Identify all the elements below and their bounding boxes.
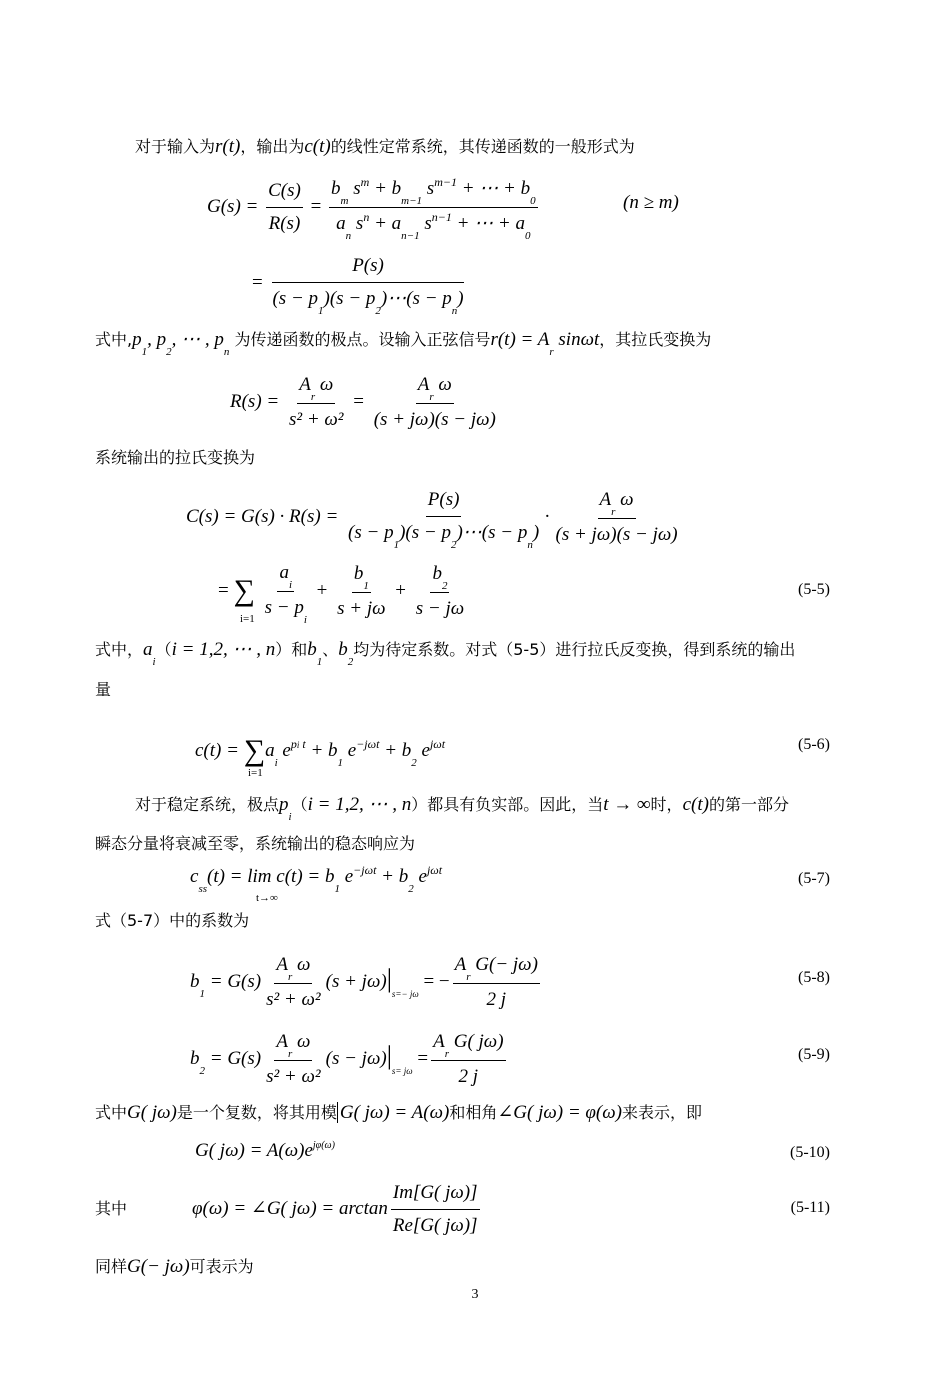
eq1-frac1-num: C(s) <box>266 178 303 208</box>
eq4-num1: P(s) <box>426 487 462 517</box>
coef-text-6: 量 <box>95 680 112 699</box>
eq-number-5-11: (5-11) <box>790 1199 830 1216</box>
eq5-den2: s + jω <box>337 598 386 619</box>
intro-text-1: 对于输入为 <box>135 137 216 156</box>
eq1-frac2-den: $a_n$ $s^n + a_{n-1}$ $s^{n-1}$ + ⋯ + $a_0$ <box>336 210 531 242</box>
eq2-fraction <box>270 253 465 317</box>
eq-number-5-8: (5-8) <box>798 969 830 986</box>
sum-index-2: i=1 <box>248 767 263 779</box>
eq3-num1: $A_r$ ω <box>299 374 334 403</box>
coef-text-4: 、 <box>322 640 339 659</box>
coef-text-5: 均为待定系数。对式（5-5）进行拉氏反变换，得到系统的输出 <box>353 640 796 659</box>
poles-text-3: ，其拉氏变换为 <box>599 330 712 349</box>
eq5-num3: $b_2$ <box>432 563 448 592</box>
eq-number-5-7: (5-7) <box>798 870 830 887</box>
paragraph-conjugate: 同样G(− jω)可表示为 <box>95 1256 254 1277</box>
sum-symbol: ∑ <box>233 573 255 607</box>
intro-text-3: 的线性定常系统，其传递函数的一般形式为 <box>330 137 635 156</box>
coef-text-1: 式中， <box>95 640 144 659</box>
stable-text-1: 对于稳定系统，极点 <box>135 795 280 814</box>
paragraph-stable <box>135 794 789 823</box>
equation-b2: $b_2 = G(s)$ $\frac{A_r \omega}{\text{s² + ω²}}$ $(s - j\omega)|_{s= j\omega}$ = $\frac{A_r G( j\omega)}{2 j}$ <box>190 1031 504 1087</box>
math-r-t: r(t) <box>215 136 241 157</box>
math-b2: $b_2$ <box>338 639 354 668</box>
math-angle: ∠G( jω) = φ(ω) <box>497 1102 623 1123</box>
math-pi: $p_i$ <box>279 794 292 823</box>
eq1-fraction-cr <box>266 178 303 237</box>
math-limit: t → ∞ <box>603 794 651 815</box>
eq3-frac2 <box>372 372 498 433</box>
eq4-frac2 <box>554 487 680 548</box>
label-qizhong: 其中 <box>95 1199 128 1218</box>
equation-transfer-function <box>207 175 541 242</box>
paragraph-output-laplace: 系统输出的拉氏变换为 <box>95 448 256 467</box>
limit-subscript: t→∞ <box>256 892 278 904</box>
eq5-frac3 <box>414 561 466 622</box>
paragraph-coef-heading: 式（5-7）中的系数为 <box>95 911 250 930</box>
eq5-plus2: + <box>395 579 406 601</box>
paragraph-complex: 式中G( jω)是一个复数，将其用模 G( jω) = A(ω)和相角∠G( jω) = φ(ω)来表示，即 <box>95 1102 703 1123</box>
eq4-dot: · <box>544 505 551 527</box>
math-g-minus-jw: G(− jω) <box>127 1256 190 1277</box>
equation-time-output <box>195 730 446 769</box>
eq4-num2: $A_r$ ω <box>599 489 634 518</box>
eq1-frac2-num: $b_m$ $s^m + b_{m-1}$ $s^{m-1}$ + ⋯ + $b_0$ <box>331 175 536 207</box>
eq1-frac1-den: R(s) <box>268 213 301 234</box>
sum-index: i=1 <box>240 613 255 625</box>
eq5-frac1 <box>263 560 309 626</box>
eq1-lhs: G(s) = <box>207 195 259 217</box>
paragraph-coefficients <box>95 639 796 668</box>
math-g-jw: G( jω) <box>127 1102 177 1123</box>
poles-text-2: 为传递函数的极点。设输入正弦信号 <box>234 330 491 349</box>
eq4-frac1 <box>346 487 541 551</box>
math-range-2: i = 1,2, ⋯ , n <box>307 794 412 815</box>
page-number: 3 <box>471 1287 479 1302</box>
eq2-den: $(s - p_1)(s$ − $p_2)\cdots(s - p_n)$ <box>272 288 464 317</box>
eq4-den2: (s + jω)(s − jω) <box>555 524 678 545</box>
eq5-den3: s − jω <box>415 598 465 619</box>
eq5-frac2 <box>335 561 387 622</box>
stable-text-4: 时， <box>650 795 683 814</box>
eq3-den2: (s + jω)(s − jω) <box>373 409 496 430</box>
equation-phase: φ(ω) = ∠G( jω) = arctan $\frac{Im[G( j\omega)]}{Re[G( j\omega)]}$ <box>192 1182 478 1236</box>
eq6-terms: $a_i$ $e^{pi t} + b_1$ $e^{-j\omega t} + b_2$ $e^{j\omega t}$ <box>265 737 446 769</box>
equation-pole-form <box>252 253 469 317</box>
eq-number-5-6: (5-6) <box>798 736 830 753</box>
coef-text-2: （ <box>155 640 172 659</box>
eq4-den1: $(s - p_1)(s$ − $p_2)\cdots(s - p_n)$ <box>348 522 540 551</box>
eq1-condition: (n ≥ m) <box>623 192 679 213</box>
intro-text-2: ，输出为 <box>240 137 305 156</box>
stable-text-3: ）都具有负实部。因此，当 <box>411 795 604 814</box>
stable-text-6: 瞬态分量将衰减至零，系统输出的稳态响应为 <box>95 834 416 853</box>
eq2-num: P(s) <box>272 253 464 283</box>
sum-symbol-2: ∑ <box>243 734 266 767</box>
eq1-fraction-poly <box>329 175 538 242</box>
equation-b1: $b_1 = G(s)$ $\frac{A_r \omega}{\text{s² + ω²}}$ $(s + j\omega)|_{s=- j\omega}$ = − $\frac{A_r G(- j\omega)}{2 j}$ <box>190 954 538 1010</box>
eq6-lhs: c(t) = <box>195 740 239 761</box>
math-range: i = 1,2, ⋯ , n <box>171 639 276 660</box>
eq3-frac1 <box>287 372 346 433</box>
equation-laplace-input <box>230 372 501 433</box>
math-c-t-2: c(t) <box>682 794 709 815</box>
math-poles: $p_1$, $p_2$, ⋯ , $p_n$ <box>132 329 230 358</box>
equation-steady-state: $c_{ss}(t) = \lim c(t) = b_1$ $e^{-j\omega t} + b_2$ $e^{j\omega t}$ <box>190 863 443 895</box>
eq5-equals: = <box>218 579 229 601</box>
math-ai: $a_i$ <box>143 639 156 668</box>
paragraph-intro <box>135 137 635 157</box>
eq-number-5-10: (5-10) <box>790 1144 830 1161</box>
equation-partial-fractions <box>218 560 469 626</box>
poles-text-1: 式中, <box>95 330 133 349</box>
math-sine-input: $r(t) = A_r$ sinωt <box>490 329 600 358</box>
equation-output-laplace <box>186 487 683 551</box>
eq5-den1: $s - p_i$ <box>264 597 307 626</box>
eq4-lhs: C(s) = G(s) · R(s) = <box>186 505 339 527</box>
eq5-plus1: + <box>316 579 328 601</box>
stable-text-5: 的第一部分 <box>708 795 789 814</box>
eq3-den1: s² + ω² <box>288 409 344 430</box>
math-b1: $b_1$ <box>307 639 323 668</box>
math-c-t: c(t) <box>304 136 331 157</box>
eq5-num2: $b_1$ <box>353 563 369 592</box>
eq1-equals: = <box>310 195 322 217</box>
eq3-equals: = <box>353 390 364 412</box>
eq5-num1: $a_i$ <box>279 562 293 591</box>
math-modulus: G( jω) = A(ω) <box>337 1102 449 1123</box>
eq2-equals: = <box>252 271 263 293</box>
equation-polar: G( $j\omega) = A(\omega)e^{j\varphi(\omega)}$ <box>195 1140 335 1161</box>
paragraph-poles <box>95 329 712 358</box>
eq3-num2: $A_r$ ω <box>417 374 452 403</box>
eq-number-5-5: (5-5) <box>798 581 830 598</box>
eq3-lhs: R(s) = <box>230 390 280 412</box>
stable-text-2: （ <box>291 795 308 814</box>
coef-text-3: ）和 <box>275 640 308 659</box>
eq-number-5-9: (5-9) <box>798 1046 830 1063</box>
